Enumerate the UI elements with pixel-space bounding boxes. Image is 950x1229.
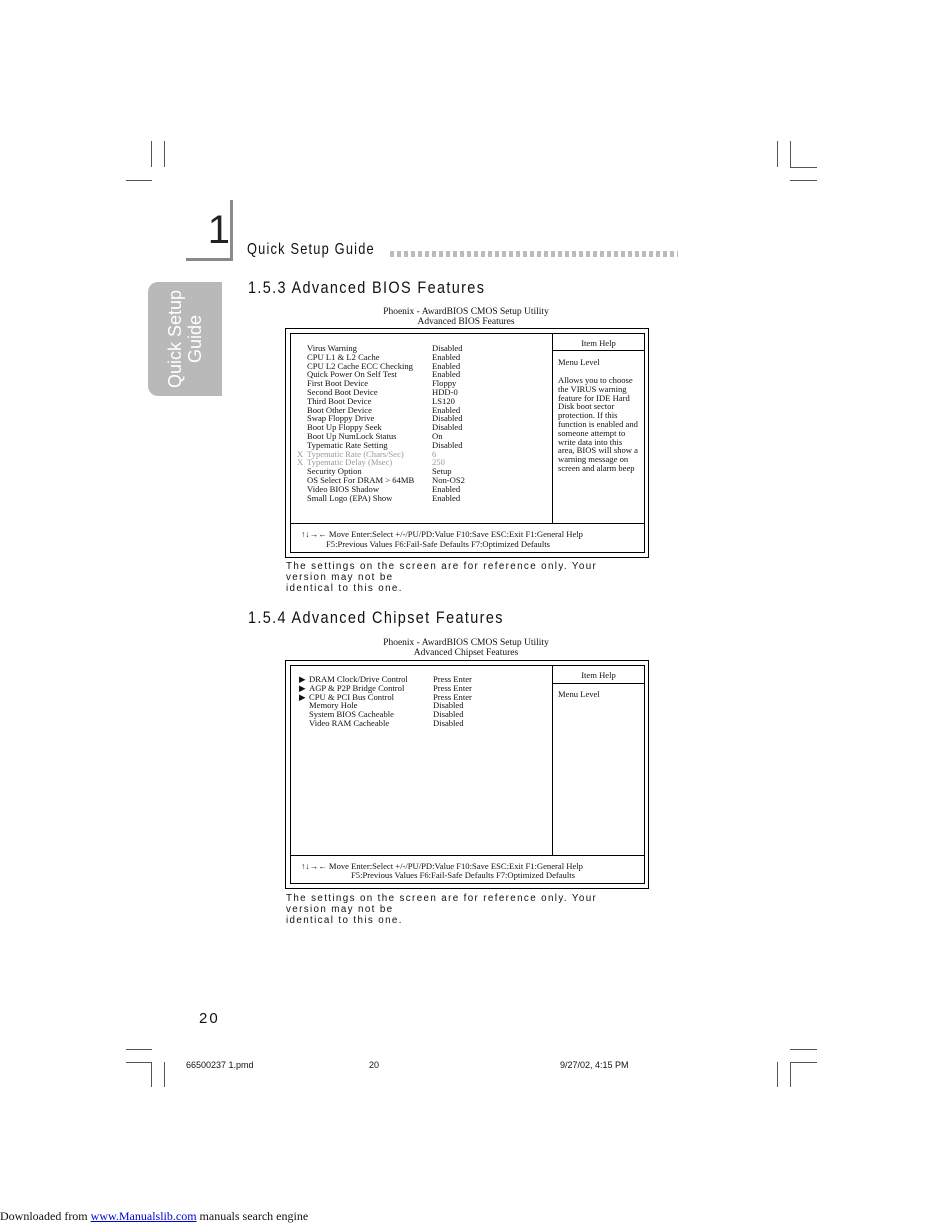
help-text-line: protection. If this <box>558 410 618 421</box>
row-marker-empty <box>297 362 307 371</box>
chapter-number: 1 <box>207 208 230 252</box>
help-title-rule <box>552 350 644 351</box>
crop-mark <box>151 1062 152 1087</box>
crop-mark <box>777 141 778 167</box>
setting-label: Boot Other Device <box>307 404 372 415</box>
setting-label: Security Option <box>307 466 362 477</box>
key-legend-line1: ↑↓→← Move Enter:Select +/-/PU/PD:Value F10:Save ESC:Exit F1:General Help <box>301 861 583 871</box>
crop-mark <box>126 1049 152 1050</box>
help-text-line: screen and alarm beep <box>558 462 635 473</box>
setting-label: Memory Hole <box>309 700 358 711</box>
setting-value[interactable]: HDD-0 <box>432 386 458 397</box>
setting-label: CPU L2 Cache ECC Checking <box>307 360 413 371</box>
footer-rule <box>291 523 644 524</box>
help-text-line: write data into this <box>558 436 623 447</box>
row-marker-empty <box>297 379 307 388</box>
setting-label: First Boot Device <box>307 378 369 389</box>
section-heading: 1.5.4 Advanced Chipset Features <box>248 608 504 627</box>
setting-label: Quick Power On Self Test <box>307 369 397 380</box>
row-marker-empty <box>297 476 307 485</box>
chapter-header: Quick Setup Guide <box>247 241 375 258</box>
setting-value[interactable]: Floppy <box>432 378 457 389</box>
help-title: Item Help <box>581 670 616 680</box>
section-heading: 1.5.3 Advanced BIOS Features <box>248 278 486 297</box>
setting-value[interactable]: Enabled <box>432 492 461 503</box>
row-marker-empty <box>297 494 307 503</box>
row-marker-empty <box>297 406 307 415</box>
screen-title: Advanced BIOS Features <box>417 317 515 327</box>
setting-value[interactable]: Enabled <box>432 351 461 362</box>
help-menu-level: Menu Level <box>558 357 600 367</box>
crop-mark <box>790 141 791 167</box>
setting-label: Typematic Delay (Msec) <box>307 457 393 468</box>
reference-note: The settings on the screen are for reference only. Your version may not be identical to this one. <box>286 561 598 594</box>
download-suffix: manuals search engine <box>196 1209 309 1223</box>
crop-mark <box>790 180 817 181</box>
header-dotted-rule <box>390 251 678 257</box>
setting-value[interactable]: Disabled <box>433 717 464 728</box>
help-text-line: the VIRUS warning <box>558 383 627 394</box>
screen-title: Advanced Chipset Features <box>413 648 519 658</box>
row-marker: ▶ <box>299 682 306 693</box>
crop-mark <box>790 167 817 168</box>
download-footer <box>0 1209 308 1224</box>
row-marker-empty <box>297 344 307 353</box>
setting-value[interactable]: Enabled <box>432 483 461 494</box>
manualslib-link[interactable]: www.Manualslib.com <box>90 1209 197 1223</box>
panel-divider <box>552 666 553 855</box>
help-title: Item Help <box>581 338 616 348</box>
chapter-number-bar <box>230 200 233 260</box>
bios-screen <box>290 665 645 884</box>
help-text-line: Disk boot sector <box>558 401 615 412</box>
crop-mark <box>126 180 152 181</box>
setting-value[interactable]: Disabled <box>432 343 463 353</box>
slug-file: 66500237 1.pmd <box>186 1060 254 1070</box>
settings-list <box>297 344 465 502</box>
setting-label: Third Boot Device <box>307 395 372 406</box>
help-text <box>558 376 638 473</box>
footer-rule <box>291 855 644 856</box>
page-number: 20 <box>199 1010 220 1027</box>
setting-label: Small Logo (EPA) Show <box>307 492 393 503</box>
help-text-line: Allows you to choose <box>558 375 633 385</box>
slug-date: 9/27/02, 4:15 PM <box>560 1060 629 1070</box>
setting-value[interactable]: Disabled <box>432 439 463 450</box>
slug-page: 20 <box>369 1060 380 1070</box>
setting-label: DRAM Clock/Drive Control <box>309 674 408 684</box>
help-text-line: feature for IDE Hard <box>558 392 630 403</box>
row-marker-empty <box>297 414 307 423</box>
side-tab-label: Quick Setup Guide <box>165 289 205 389</box>
key-legend-line2: F5:Previous Values F6:Fail-Safe Defaults F7:Optimized Defaults <box>326 539 550 549</box>
setting-row[interactable] <box>299 719 472 728</box>
row-marker-empty <box>297 397 307 406</box>
setting-label: Video RAM Cacheable <box>309 717 390 728</box>
row-marker-empty <box>299 719 309 728</box>
crop-mark <box>790 1049 817 1050</box>
row-marker: X <box>297 448 304 459</box>
setting-value[interactable]: Enabled <box>432 369 461 380</box>
bios-screen <box>290 333 645 553</box>
setting-label: System BIOS Cacheable <box>309 709 394 720</box>
row-marker-empty <box>297 388 307 397</box>
help-text-line: warning message on <box>558 454 629 465</box>
row-marker-empty <box>299 710 309 719</box>
setting-label: Boot Up NumLock Status <box>307 430 397 441</box>
setting-value[interactable]: LS120 <box>432 395 455 406</box>
setting-value[interactable]: Press Enter <box>433 691 472 702</box>
crop-mark <box>790 1062 817 1063</box>
setting-value[interactable]: Enabled <box>432 404 461 415</box>
setting-label: CPU L1 & L2 Cache <box>307 351 380 362</box>
row-marker: ▶ <box>299 691 306 702</box>
utility-title: Phoenix - AwardBIOS CMOS Setup Utility <box>383 307 549 317</box>
setting-label: Typematic Rate (Chars/Sec) <box>307 448 404 459</box>
setting-label: Typematic Rate Setting <box>307 439 388 450</box>
row-marker-empty <box>297 467 307 476</box>
setting-value[interactable]: 250 <box>432 457 445 468</box>
setting-value[interactable]: On <box>432 430 443 441</box>
crop-mark <box>777 1062 778 1087</box>
crop-mark <box>790 1062 791 1087</box>
setting-value[interactable]: Press Enter <box>433 682 472 693</box>
key-legend-line2: F5:Previous Values F6:Fail-Safe Defaults F7:Optimized Defaults <box>351 870 575 880</box>
setting-value[interactable]: Press Enter <box>433 674 472 684</box>
download-prefix: Downloaded from <box>0 1209 91 1223</box>
row-marker-empty <box>299 701 309 710</box>
setting-value[interactable]: Disabled <box>433 700 464 711</box>
setting-value[interactable]: 6 <box>432 448 437 459</box>
setting-label: Swap Floppy Drive <box>307 413 375 424</box>
setting-value[interactable]: Disabled <box>432 413 463 424</box>
setting-row[interactable] <box>297 494 465 503</box>
setting-value[interactable]: Disabled <box>433 709 464 720</box>
row-marker: X <box>297 457 304 468</box>
setting-label: Virus Warning <box>307 343 357 353</box>
help-text-line: function is enabled and <box>558 418 638 429</box>
setting-label: Second Boot Device <box>307 386 378 397</box>
panel-divider <box>552 334 553 523</box>
help-menu-level: Menu Level <box>558 689 600 699</box>
setting-value[interactable]: Enabled <box>432 360 461 371</box>
help-title-rule <box>552 683 644 684</box>
crop-mark <box>164 1062 165 1087</box>
row-marker-empty <box>297 370 307 379</box>
row-marker: ▶ <box>299 674 306 684</box>
crop-mark <box>126 1062 152 1063</box>
crop-mark <box>164 141 165 167</box>
key-legend-line1: ↑↓→← Move Enter:Select +/-/PU/PD:Value F10:Save ESC:Exit F1:General Help <box>301 529 583 539</box>
setting-label: Video BIOS Shadow <box>307 483 380 494</box>
setting-label: CPU & PCI Bus Control <box>309 691 395 702</box>
setting-label: AGP & P2P Bridge Control <box>309 682 405 693</box>
row-marker-empty <box>297 432 307 441</box>
settings-list <box>299 675 472 728</box>
setting-value[interactable]: Setup <box>432 466 452 477</box>
help-text-line: someone attempt to <box>558 427 626 438</box>
setting-value[interactable]: Non-OS2 <box>432 474 465 485</box>
crop-mark <box>151 141 152 167</box>
chapter-number-bar <box>186 258 233 261</box>
setting-value[interactable]: Disabled <box>432 422 463 433</box>
setting-label: OS Select For DRAM > 64MB <box>307 474 415 485</box>
row-marker-empty <box>297 485 307 494</box>
setting-label: Boot Up Floppy Seek <box>307 422 382 433</box>
utility-title: Phoenix - AwardBIOS CMOS Setup Utility <box>383 638 549 648</box>
help-text-line: area, BIOS will show a <box>558 445 638 456</box>
row-marker-empty <box>297 423 307 432</box>
reference-note: The settings on the screen are for reference only. Your version may not be identical to this one. <box>286 893 598 926</box>
row-marker-empty <box>297 353 307 362</box>
